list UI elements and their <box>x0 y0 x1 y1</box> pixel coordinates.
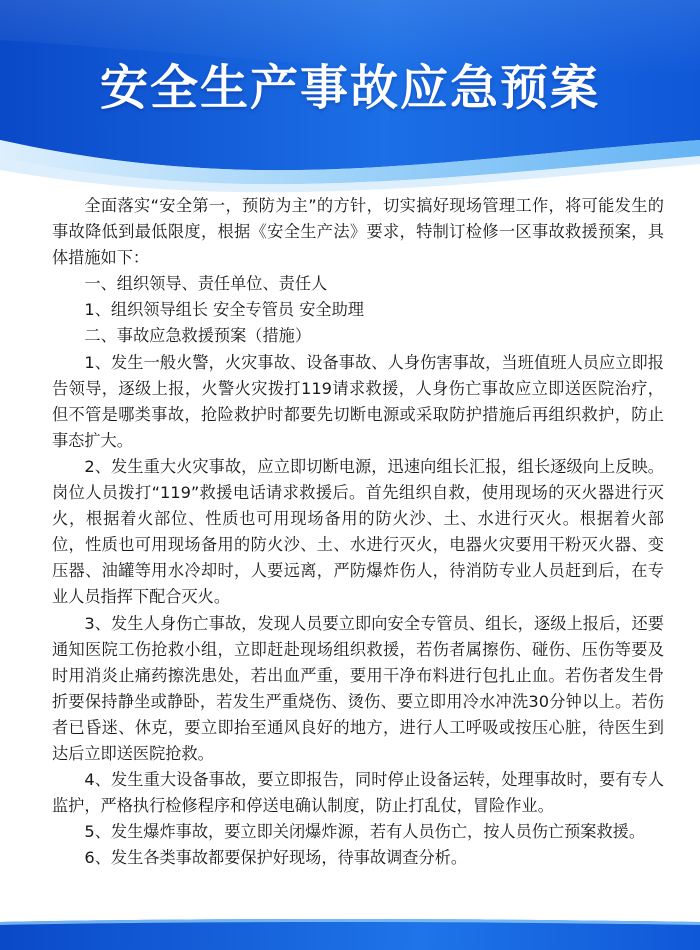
header-banner <box>0 0 700 200</box>
plan-body <box>52 193 664 871</box>
footer-bar <box>0 916 700 950</box>
measure-equipment: 4、发生重大设备事故，要立即报告，同时停止设备运转，处理事故时，要有专人监护，严格执行检修程序和停送电确认制度，防止打乱仗，冒险作业。 <box>52 770 664 816</box>
section-heading-measures: 二、事故应急救援预案（措施） <box>84 326 312 346</box>
leadership-members: 1、组织领导组长 安全专管员 安全助理 <box>84 300 364 320</box>
measure-casualty: 3、发生人身伤亡事故，发现人员要立即向安全专管员、组长，逐级上报后，还要通知医院工伤抢救小组，立即赶赴现场组织救援，若伤者属擦伤、碰伤、压伤等要及时用消炎止痛药擦洗患处，若出血严重，要用干净布料进行包扎止血。若伤者发生骨折要保持静坐或静卧，若发生严重烧伤、烫伤、要立即用冷水冲洗30分钟以上。若伤者已昏迷、休克，要立即抬至通风良好的地方，进行人工呼吸或按压心脏，待医生到达后立即送医院抢救。 <box>52 613 664 763</box>
measure-explosion: 5、发生爆炸事故，要立即关闭爆炸源，若有人员伤亡，按人员伤亡预案救援。 <box>84 822 646 842</box>
measure-protect-scene: 6、发生各类事故都要保护好现场，待事故调查分析。 <box>84 848 468 868</box>
intro-paragraph: 全面落实“安全第一，预防为主”的方针，切实搞好现场管理工作，将可能发生的事故降低到最低限度，根据《安全生产法》要求，特制订检修一区事故救援预案，具体措施如下： <box>52 196 664 268</box>
footer-wave-graphic <box>0 916 700 950</box>
measure-major-fire: 2、发生重大火灾事故，应立即切断电源，迅速向组长汇报，组长逐级向上反映。岗位人员拨打“119”救援电话请求救援后。首先组织自救，使用现场的灭火器进行灭火，根据着火部位、性质也可用现场备用的防火沙、土、水进行灭火。根据着火部位，性质也可用现场备用的防火沙、土、水进行灭火，电器火灾要用干粉灭火器、变压器、油罐等用水冷却时，人要远离，严防爆炸伤人，待消防专业人员赶到后，在专业人员指挥下配合灭火。 <box>52 456 664 607</box>
section-heading-leadership: 一、组织领导、责任单位、责任人 <box>84 274 328 294</box>
measure-general-alarm: 1、发生一般火警，火灾事故、设备事故、人身伤害事故，当班值班人员应立即报告领导，逐级上报，火警火灾拨打119请求救援，人身伤亡事故应立即送医院治疗，但不管是哪类事故，抢险救护时都要先切断电源或采取防护措施后再组织救护，防止事态扩大。 <box>52 352 664 450</box>
poster-title: 安全生产事故应急预案 <box>99 60 600 116</box>
